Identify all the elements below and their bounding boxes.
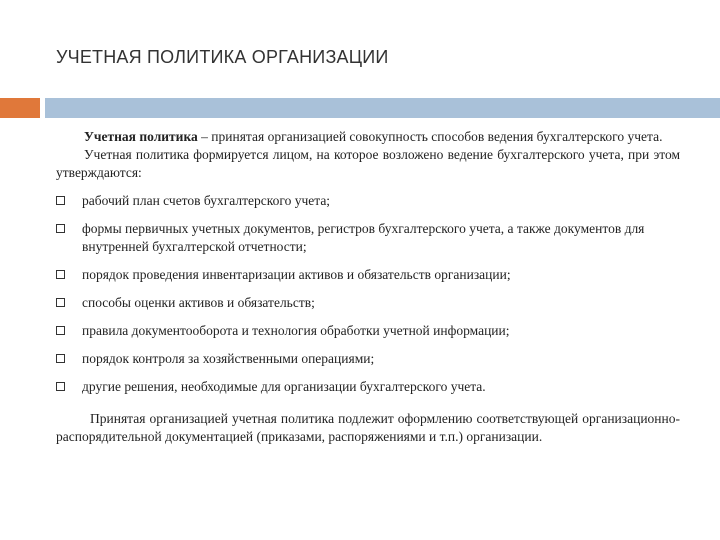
list-item-text: формы первичных учетных документов, регистров бухгалтерского учета, а также документов для внутренней бухгалтерской отчетности; bbox=[82, 221, 645, 254]
square-bullet-icon bbox=[56, 196, 65, 205]
accent-bar bbox=[0, 98, 40, 118]
list-item bbox=[56, 350, 680, 368]
square-bullet-icon bbox=[56, 224, 65, 233]
square-bullet-icon bbox=[56, 354, 65, 363]
header-bar bbox=[45, 98, 720, 118]
closing-paragraph: Принятая организацией учетная политика подлежит оформлению соответствующей организационно-распорядительной документацией (приказами, распоряжениями и т.п.) организации. bbox=[56, 411, 680, 444]
list-item bbox=[56, 294, 680, 312]
list-item bbox=[56, 266, 680, 284]
list-item-text: другие решения, необходимые для организации бухгалтерского учета. bbox=[82, 379, 486, 394]
square-bullet-icon bbox=[56, 298, 65, 307]
approved-items-list bbox=[56, 192, 680, 396]
slide-content bbox=[56, 128, 680, 446]
definition-term: Учетная политика bbox=[84, 129, 198, 144]
definition-text: – принятая организацией совокупность способов ведения бухгалтерского учета. bbox=[197, 129, 663, 144]
square-bullet-icon bbox=[56, 326, 65, 335]
list-item bbox=[56, 220, 680, 256]
definition-paragraph bbox=[56, 128, 680, 146]
slide-title: УЧЕТНАЯ ПОЛИТИКА ОРГАНИЗАЦИИ bbox=[56, 47, 389, 67]
list-item-text: порядок проведения инвентаризации активов и обязательств организации; bbox=[82, 267, 511, 282]
list-item-text: рабочий план счетов бухгалтерского учета; bbox=[82, 193, 331, 208]
list-item bbox=[56, 322, 680, 340]
list-item bbox=[56, 378, 680, 396]
list-item bbox=[56, 192, 680, 210]
square-bullet-icon bbox=[56, 382, 65, 391]
square-bullet-icon bbox=[56, 270, 65, 279]
list-item-text: способы оценки активов и обязательств; bbox=[82, 295, 315, 310]
formation-paragraph: Учетная политика формируется лицом, на которое возложено ведение бухгалтерского учета, при этом утверждаются: bbox=[56, 147, 680, 180]
list-item-text: порядок контроля за хозяйственными операциями; bbox=[82, 351, 375, 366]
list-item-text: правила документооборота и технология обработки учетной информации; bbox=[82, 323, 510, 338]
